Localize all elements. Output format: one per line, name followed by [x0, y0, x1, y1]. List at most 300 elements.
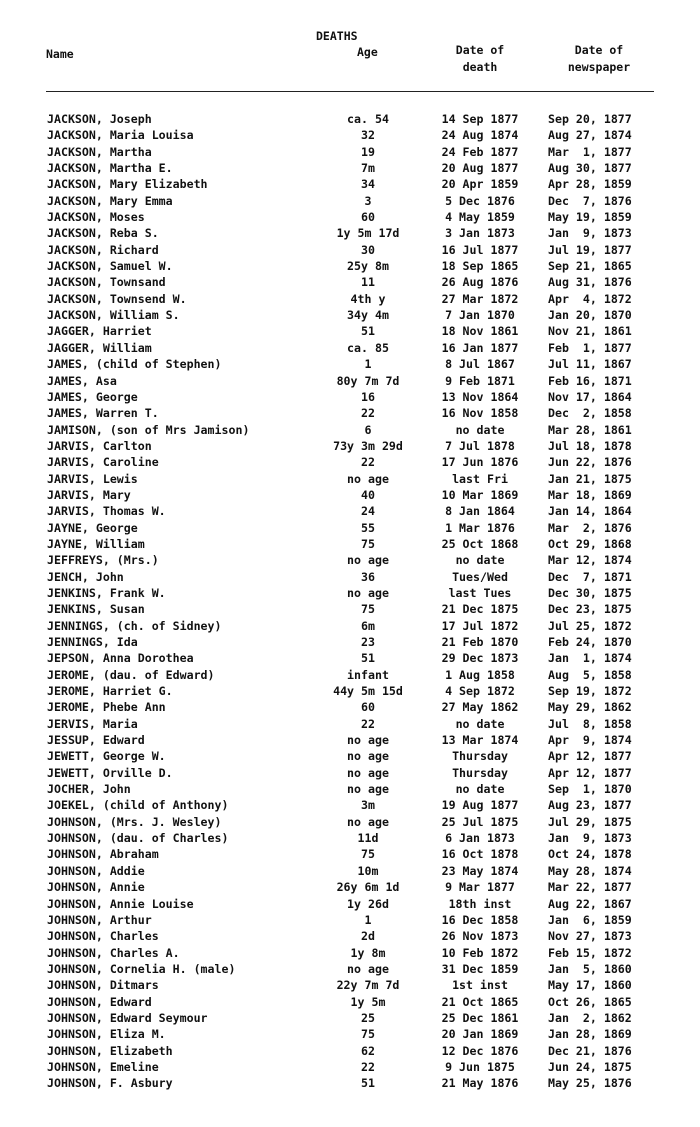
name-cell: JEFFREYS, (Mrs.): [47, 553, 159, 568]
name-cell: JARVIS, Thomas W.: [47, 504, 166, 519]
table-row: [0, 160, 700, 176]
table-row: [0, 356, 700, 372]
name-cell: JOHNSON, Cornelia H. (male): [47, 961, 236, 976]
newspaper-date-cell: Aug 27, 1874: [548, 128, 632, 143]
death-date-cell: 9 Jun 1875: [445, 1059, 515, 1074]
newspaper-date-cell: Dec 21, 1876: [548, 1043, 632, 1058]
name-cell: JOHNSON, Elizabeth: [47, 1043, 173, 1058]
table-row: [0, 650, 700, 666]
name-cell: JARVIS, Lewis: [47, 471, 138, 486]
newspaper-date-cell: Jun 24, 1875: [548, 1059, 632, 1074]
age-cell: 62: [361, 1043, 375, 1058]
table-row: [0, 797, 700, 813]
age-cell: 24: [361, 504, 375, 519]
death-date-cell: 16 Jul 1877: [441, 242, 519, 257]
name-cell: JARVIS, Mary: [47, 487, 131, 502]
death-date-cell: 16 Oct 1878: [441, 847, 519, 862]
table-row: [0, 552, 700, 568]
name-cell: JAMISON, (son of Mrs Jamison): [47, 422, 250, 437]
column-header-age: Age: [357, 45, 378, 59]
age-cell: infant: [347, 667, 389, 682]
age-cell: 2d: [361, 929, 375, 944]
age-cell: 1y 5m 17d: [336, 226, 400, 241]
age-cell: no age: [347, 782, 389, 797]
newspaper-date-cell: Jan 21, 1875: [548, 471, 632, 486]
name-cell: JERVIS, Maria: [47, 716, 138, 731]
death-date-cell: 16 Nov 1858: [441, 406, 519, 421]
death-date-cell: 18th inst: [448, 896, 512, 911]
age-cell: 22: [361, 1059, 375, 1074]
column-header-date-of-newspaper: Date of newspaper: [567, 43, 631, 74]
newspaper-date-cell: Feb 24, 1870: [548, 635, 632, 649]
name-cell: JACKSON, Reba S.: [47, 226, 159, 241]
table-row: [0, 634, 700, 650]
newspaper-date-cell: Mar 1, 1877: [548, 144, 632, 159]
name-cell: JOHNSON, Addie: [47, 863, 145, 878]
newspaper-date-cell: Jul 19, 1877: [548, 242, 632, 257]
death-date-cell: 19 Aug 1877: [441, 798, 519, 813]
name-cell: JACKSON, Mary Emma: [47, 193, 173, 208]
newspaper-date-cell: Jan 9, 1873: [548, 226, 632, 241]
age-cell: 75: [361, 1027, 375, 1042]
age-cell: 60: [361, 210, 375, 225]
newspaper-date-cell: Oct 29, 1868: [548, 536, 632, 551]
newspaper-date-cell: May 29, 1862: [548, 700, 632, 715]
name-cell: JOHNSON, Abraham: [47, 847, 159, 862]
age-cell: 75: [361, 847, 375, 862]
age-cell: ca. 54: [347, 112, 389, 126]
newspaper-date-cell: Feb 15, 1872: [548, 945, 632, 960]
newspaper-date-cell: Apr 9, 1874: [548, 733, 632, 748]
newspaper-date-cell: Dec 2, 1858: [548, 406, 632, 421]
death-date-cell: 4 May 1859: [445, 210, 515, 225]
name-cell: JOHNSON, Edward Seymour: [47, 1010, 208, 1025]
name-cell: JOHNSON, (Mrs. J. Wesley): [47, 814, 222, 829]
age-cell: no age: [347, 733, 389, 748]
death-date-cell: 6 Jan 1873: [445, 831, 515, 846]
column-header-name: Name: [46, 47, 74, 61]
death-date-cell: 13 Nov 1864: [441, 389, 519, 404]
death-date-cell: no date: [455, 782, 505, 797]
death-date-cell: 1st inst: [452, 978, 508, 993]
newspaper-date-cell: Feb 16, 1871: [548, 373, 632, 388]
age-cell: 10m: [357, 863, 379, 878]
table-row: [0, 422, 700, 438]
name-cell: JACKSON, Mary Elizabeth: [47, 177, 208, 192]
age-cell: 60: [361, 700, 375, 715]
death-date-cell: 18 Nov 1861: [441, 324, 519, 339]
age-cell: no age: [347, 749, 389, 764]
death-date-cell: 24 Aug 1874: [441, 128, 519, 143]
name-cell: JACKSON, Samuel W.: [47, 259, 173, 274]
newspaper-date-cell: Jan 28, 1869: [548, 1027, 632, 1042]
age-cell: no age: [347, 471, 389, 486]
newspaper-date-cell: May 17, 1860: [548, 978, 632, 993]
table-row: [0, 144, 700, 160]
section-title: DEATHS: [316, 29, 358, 43]
newspaper-date-cell: Mar 12, 1874: [548, 553, 632, 568]
name-cell: JENNINGS, (ch. of Sidney): [47, 618, 222, 633]
age-cell: 30: [361, 242, 375, 257]
newspaper-date-cell: Mar 28, 1861: [548, 422, 632, 437]
name-cell: JACKSON, Moses: [47, 210, 145, 225]
table-row: [0, 667, 700, 683]
age-cell: 16: [361, 389, 375, 404]
newspaper-date-cell: Sep 1, 1870: [548, 782, 632, 797]
death-date-cell: 20 Jan 1869: [441, 1027, 519, 1042]
age-cell: ca. 85: [347, 340, 389, 355]
death-date-cell: no date: [455, 422, 505, 437]
death-date-cell: no date: [455, 553, 505, 568]
name-cell: JARVIS, Caroline: [47, 455, 159, 470]
table-row: [0, 781, 700, 797]
newspaper-date-cell: Jan 6, 1859: [548, 912, 632, 927]
age-cell: no age: [347, 814, 389, 829]
table-row: [0, 748, 700, 764]
name-cell: JOHNSON, (dau. of Charles): [47, 831, 229, 846]
newspaper-date-cell: Jan 14, 1864: [548, 504, 632, 519]
death-date-cell: 25 Jul 1875: [441, 814, 519, 829]
table-row: [0, 487, 700, 503]
newspaper-date-cell: Jun 22, 1876: [548, 455, 632, 470]
table-row: [0, 1059, 700, 1075]
death-date-cell: 4 Sep 1872: [445, 684, 515, 699]
age-cell: 3: [364, 193, 372, 208]
death-date-cell: 27 Mar 1872: [441, 291, 519, 306]
table-row: [0, 716, 700, 732]
name-cell: JACKSON, Joseph: [47, 112, 152, 126]
newspaper-date-cell: Aug 23, 1877: [548, 798, 632, 813]
table-row: [0, 389, 700, 405]
table-row: [0, 454, 700, 470]
newspaper-date-cell: Nov 17, 1864: [548, 389, 632, 404]
name-cell: JACKSON, Richard: [47, 242, 159, 257]
death-date-cell: 9 Feb 1871: [445, 373, 515, 388]
table-row: [0, 258, 700, 274]
name-cell: JACKSON, Maria Louisa: [47, 128, 194, 143]
age-cell: 6: [364, 422, 372, 437]
newspaper-date-cell: Dec 7, 1871: [548, 569, 632, 584]
name-cell: JEPSON, Anna Dorothea: [47, 651, 194, 666]
newspaper-date-cell: Feb 1, 1877: [548, 340, 632, 355]
newspaper-date-cell: Aug 5, 1858: [548, 667, 632, 682]
table-row: [0, 176, 700, 192]
death-date-cell: 20 Aug 1877: [441, 161, 519, 176]
name-cell: JOHNSON, Annie Louise: [47, 896, 194, 911]
age-cell: 1: [364, 912, 372, 927]
name-cell: JOHNSON, Edward: [47, 994, 152, 1009]
newspaper-date-cell: Apr 28, 1859: [548, 177, 632, 192]
table-row: [0, 438, 700, 454]
death-date-cell: 24 Feb 1877: [441, 144, 519, 159]
age-cell: 32: [361, 128, 375, 143]
table-row: [0, 1075, 700, 1091]
death-date-cell: 21 May 1876: [441, 1076, 519, 1091]
death-date-cell: 1 Aug 1858: [445, 667, 515, 682]
death-date-cell: 16 Dec 1858: [441, 912, 519, 927]
name-cell: JOHNSON, Emeline: [47, 1059, 159, 1074]
age-cell: 23: [361, 635, 375, 649]
table-row: [0, 814, 700, 830]
death-date-cell: 21 Dec 1875: [441, 602, 519, 617]
age-cell: 3m: [361, 798, 375, 813]
newspaper-date-cell: Aug 22, 1867: [548, 896, 632, 911]
table-row: [0, 193, 700, 209]
table-row: [0, 323, 700, 339]
name-cell: JAMES, George: [47, 389, 138, 404]
newspaper-date-cell: May 19, 1859: [548, 210, 632, 225]
death-date-cell: 21 Oct 1865: [441, 994, 519, 1009]
table-row: [0, 520, 700, 536]
death-date-cell: last Fri: [452, 471, 508, 486]
name-cell: JACKSON, Martha: [47, 144, 152, 159]
age-cell: 51: [361, 324, 375, 339]
age-cell: 22: [361, 455, 375, 470]
age-cell: no age: [347, 961, 389, 976]
newspaper-date-cell: Nov 21, 1861: [548, 324, 632, 339]
newspaper-date-cell: Apr 12, 1877: [548, 765, 632, 780]
death-date-cell: 17 Jul 1872: [441, 618, 519, 633]
age-cell: 25: [361, 1010, 375, 1025]
age-cell: 51: [361, 651, 375, 666]
death-date-cell: 29 Dec 1873: [441, 651, 519, 666]
table-row: [0, 291, 700, 307]
newspaper-date-cell: May 25, 1876: [548, 1076, 632, 1091]
name-cell: JAYNE, William: [47, 536, 145, 551]
table-row: [0, 683, 700, 699]
newspaper-date-cell: Jul 8, 1858: [548, 716, 632, 731]
table-row: [0, 896, 700, 912]
table-row: [0, 274, 700, 290]
newspaper-date-cell: Aug 31, 1876: [548, 275, 632, 290]
age-cell: no age: [347, 553, 389, 568]
newspaper-date-cell: Aug 30, 1877: [548, 161, 632, 176]
table-row: [0, 863, 700, 879]
newspaper-date-cell: Jan 9, 1873: [548, 831, 632, 846]
newspaper-date-cell: Oct 26, 1865: [548, 994, 632, 1009]
name-cell: JOHNSON, Ditmars: [47, 978, 159, 993]
newspaper-date-cell: Jan 5, 1860: [548, 961, 632, 976]
age-cell: 1y 26d: [347, 896, 389, 911]
name-cell: JACKSON, Townsand: [47, 275, 166, 290]
newspaper-date-cell: Apr 12, 1877: [548, 749, 632, 764]
death-date-cell: 1 Mar 1876: [445, 520, 515, 535]
name-cell: JEWETT, George W.: [47, 749, 166, 764]
age-cell: 73y 3m 29d: [333, 438, 403, 453]
table-row: [0, 127, 700, 143]
table-row: [0, 209, 700, 225]
death-date-cell: 16 Jan 1877: [441, 340, 519, 355]
name-cell: JACKSON, Martha E.: [47, 161, 173, 176]
column-header-date-of-death: Date of death: [455, 43, 505, 74]
newspaper-date-cell: Dec 23, 1875: [548, 602, 632, 617]
age-cell: 11d: [357, 831, 379, 846]
table-row: [0, 307, 700, 323]
table-row: [0, 225, 700, 241]
age-cell: 25y 8m: [347, 259, 389, 274]
newspaper-date-cell: May 28, 1874: [548, 863, 632, 878]
table-row: [0, 536, 700, 552]
death-date-cell: 7 Jul 1878: [445, 438, 515, 453]
newspaper-date-cell: Mar 18, 1869: [548, 487, 632, 502]
age-cell: 26y 6m 1d: [336, 880, 400, 895]
death-date-cell: Tues/Wed: [452, 569, 508, 584]
table-row: [0, 111, 700, 127]
table-row: [0, 471, 700, 487]
table-row: [0, 1026, 700, 1042]
age-cell: 75: [361, 602, 375, 617]
name-cell: JACKSON, Townsend W.: [47, 291, 187, 306]
age-cell: 36: [361, 569, 375, 584]
name-cell: JAMES, Warren T.: [47, 406, 159, 421]
table-row: [0, 405, 700, 421]
death-date-cell: 17 Jun 1876: [441, 455, 519, 470]
name-cell: JENNINGS, Ida: [47, 635, 138, 649]
age-cell: 11: [361, 275, 375, 290]
death-date-cell: 5 Dec 1876: [445, 193, 515, 208]
table-row: [0, 846, 700, 862]
age-cell: 55: [361, 520, 375, 535]
name-cell: JAMES, (child of Stephen): [47, 357, 222, 372]
age-cell: 34: [361, 177, 375, 192]
name-cell: JOHNSON, Charles: [47, 929, 159, 944]
death-date-cell: 8 Jul 1867: [445, 357, 515, 372]
newspaper-date-cell: Jul 11, 1867: [548, 357, 632, 372]
name-cell: JOHNSON, Eliza M.: [47, 1027, 166, 1042]
newspaper-date-cell: Dec 30, 1875: [548, 585, 632, 600]
name-cell: JOHNSON, Annie: [47, 880, 145, 895]
table-row: [0, 373, 700, 389]
header-divider: [46, 91, 654, 92]
death-date-cell: 12 Dec 1876: [441, 1043, 519, 1058]
table-row: [0, 585, 700, 601]
age-cell: 80y 7m 7d: [336, 373, 400, 388]
age-cell: no age: [347, 585, 389, 600]
age-cell: 1y 8m: [350, 945, 386, 960]
newspaper-date-cell: Jan 1, 1874: [548, 651, 632, 666]
table-row: [0, 1010, 700, 1026]
table-row: [0, 928, 700, 944]
newspaper-date-cell: Apr 4, 1872: [548, 291, 632, 306]
age-cell: 6m: [361, 618, 375, 633]
newspaper-date-cell: Nov 27, 1873: [548, 929, 632, 944]
death-date-cell: 31 Dec 1859: [441, 961, 519, 976]
table-row: [0, 618, 700, 634]
death-date-cell: 7 Jan 1870: [445, 308, 515, 323]
table-row: [0, 503, 700, 519]
name-cell: JESSUP, Edward: [47, 733, 145, 748]
table-row: [0, 732, 700, 748]
newspaper-date-cell: Oct 24, 1878: [548, 847, 632, 862]
age-cell: 22: [361, 406, 375, 421]
name-cell: JAGGER, William: [47, 340, 152, 355]
table-row: [0, 830, 700, 846]
name-cell: JENKINS, Frank W.: [47, 585, 166, 600]
newspaper-date-cell: Dec 7, 1876: [548, 193, 632, 208]
newspaper-date-cell: Jul 18, 1878: [548, 438, 632, 453]
death-date-cell: 21 Feb 1870: [441, 635, 519, 649]
age-cell: 44y 5m 15d: [333, 684, 403, 699]
age-cell: 1: [364, 357, 372, 372]
age-cell: 51: [361, 1076, 375, 1091]
age-cell: 4th y: [350, 291, 386, 306]
table-row: [0, 699, 700, 715]
newspaper-date-cell: Sep 21, 1865: [548, 259, 632, 274]
death-date-cell: 26 Aug 1876: [441, 275, 519, 290]
death-date-cell: 25 Oct 1868: [441, 536, 519, 551]
death-date-cell: 10 Mar 1869: [441, 487, 519, 502]
death-date-cell: 26 Nov 1873: [441, 929, 519, 944]
name-cell: JEROME, Phebe Ann: [47, 700, 166, 715]
table-row: [0, 340, 700, 356]
newspaper-date-cell: Jul 25, 1872: [548, 618, 632, 633]
name-cell: JOCHER, John: [47, 782, 131, 797]
table-row: [0, 961, 700, 977]
table-row: [0, 945, 700, 961]
age-cell: 22y 7m 7d: [336, 978, 400, 993]
table-row: [0, 765, 700, 781]
newspaper-date-cell: Jan 2, 1862: [548, 1010, 632, 1025]
newspaper-date-cell: Mar 22, 1877: [548, 880, 632, 895]
death-date-cell: 14 Sep 1877: [441, 112, 519, 126]
death-date-cell: Thursday: [452, 749, 508, 764]
newspaper-date-cell: Mar 2, 1876: [548, 520, 632, 535]
table-row: [0, 601, 700, 617]
age-cell: 40: [361, 487, 375, 502]
newspaper-date-cell: Jan 20, 1870: [548, 308, 632, 323]
name-cell: JAYNE, George: [47, 520, 138, 535]
table-row: [0, 1043, 700, 1059]
deaths-table: [0, 111, 700, 1092]
name-cell: JARVIS, Carlton: [47, 438, 152, 453]
death-date-cell: 10 Feb 1872: [441, 945, 519, 960]
name-cell: JENCH, John: [47, 569, 124, 584]
table-row: [0, 994, 700, 1010]
death-date-cell: no date: [455, 716, 505, 731]
age-cell: 22: [361, 716, 375, 731]
name-cell: JENKINS, Susan: [47, 602, 145, 617]
age-cell: 34y 4m: [347, 308, 389, 323]
death-date-cell: 3 Jan 1873: [445, 226, 515, 241]
death-date-cell: 25 Dec 1861: [441, 1010, 519, 1025]
name-cell: JOEKEL, (child of Anthony): [47, 798, 229, 813]
age-cell: 1y 5m: [350, 994, 386, 1009]
death-date-cell: 13 Mar 1874: [441, 733, 519, 748]
death-date-cell: 9 Mar 1877: [445, 880, 515, 895]
table-row: [0, 242, 700, 258]
newspaper-date-cell: Jul 29, 1875: [548, 814, 632, 829]
death-date-cell: 27 May 1862: [441, 700, 519, 715]
age-cell: 7m: [361, 161, 375, 176]
table-row: [0, 912, 700, 928]
name-cell: JOHNSON, F. Asbury: [47, 1076, 173, 1091]
table-row: [0, 977, 700, 993]
name-cell: JEROME, (dau. of Edward): [47, 667, 215, 682]
name-cell: JOHNSON, Charles A.: [47, 945, 180, 960]
table-row: [0, 879, 700, 895]
name-cell: JEROME, Harriet G.: [47, 684, 173, 699]
age-cell: 19: [361, 144, 375, 159]
age-cell: no age: [347, 765, 389, 780]
death-date-cell: 20 Apr 1859: [441, 177, 519, 192]
death-date-cell: Thursday: [452, 765, 508, 780]
death-date-cell: last Tues: [448, 585, 512, 600]
death-date-cell: 8 Jan 1864: [445, 504, 515, 519]
name-cell: JOHNSON, Arthur: [47, 912, 152, 927]
name-cell: JEWETT, Orville D.: [47, 765, 173, 780]
name-cell: JAMES, Asa: [47, 373, 117, 388]
death-date-cell: 18 Sep 1865: [441, 259, 519, 274]
